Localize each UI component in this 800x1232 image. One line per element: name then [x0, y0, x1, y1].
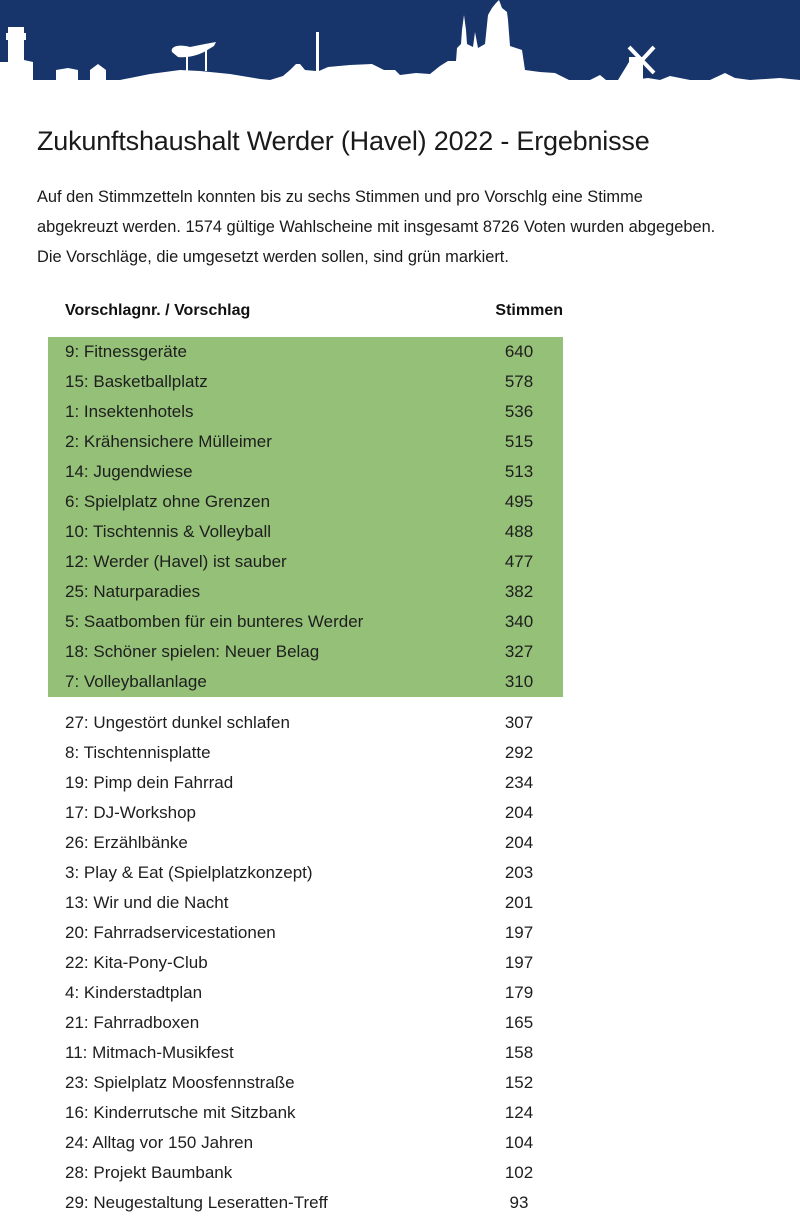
table-row [48, 708, 563, 738]
table-row [48, 798, 563, 828]
proposal-label: 28: Projekt Baumbank [65, 1163, 233, 1182]
vote-count: 234 [504, 773, 534, 792]
vote-count: 327 [504, 642, 534, 661]
table-row [48, 918, 563, 948]
vote-count: 197 [504, 953, 534, 972]
table-row-selected [48, 637, 563, 667]
selected-proposals-group [48, 337, 563, 697]
vote-count: 477 [504, 552, 534, 571]
table-row-selected [48, 607, 563, 637]
table-row [48, 978, 563, 1008]
vote-count: 204 [504, 803, 534, 822]
table-row [48, 1008, 563, 1038]
proposal-label: 9: Fitnessgeräte [65, 342, 187, 361]
proposal-label: 6: Spielplatz ohne Grenzen [65, 492, 271, 511]
table-row-selected [48, 397, 563, 427]
header-banner [0, 0, 800, 100]
table-row [48, 1038, 563, 1068]
proposal-label: 14: Jugendwiese [65, 462, 193, 481]
proposal-label: 5: Saatbomben für ein bunteres Werder [65, 612, 364, 631]
proposal-label: 26: Erzählbänke [65, 833, 188, 852]
table-row [48, 1158, 563, 1188]
table-row-selected [48, 667, 563, 697]
intro-text [37, 182, 800, 272]
results-table [48, 292, 563, 1218]
skyline-silhouette-icon [0, 0, 800, 100]
table-row [48, 828, 563, 858]
table-row-selected [48, 427, 563, 457]
vote-count: 102 [504, 1163, 534, 1182]
vote-count: 513 [504, 462, 534, 481]
table-row [48, 768, 563, 798]
vote-count: 515 [504, 432, 534, 451]
table-row [48, 1188, 563, 1218]
table-row-selected [48, 487, 563, 517]
proposal-label: 3: Play & Eat (Spielplatzkonzept) [65, 863, 313, 882]
proposal-label: 2: Krähensichere Mülleimer [65, 432, 272, 451]
table-row [48, 1068, 563, 1098]
table-row [48, 1128, 563, 1158]
proposal-label: 19: Pimp dein Fahrrad [65, 773, 234, 792]
vote-count: 495 [504, 492, 534, 511]
vote-count: 165 [504, 1013, 534, 1032]
table-row [48, 948, 563, 978]
proposal-label: 15: Basketballplatz [65, 372, 208, 391]
vote-count: 179 [504, 983, 534, 1002]
table-header [48, 292, 563, 330]
proposal-label: 10: Tischtennis & Volleyball [65, 522, 272, 541]
page-title: Zukunftshaushalt Werder (Havel) 2022 - Ergebnisse [37, 126, 650, 156]
proposal-label: 12: Werder (Havel) ist sauber [65, 552, 287, 571]
vote-count: 93 [509, 1193, 529, 1212]
column-header-votes: Stimmen [495, 302, 563, 319]
intro-line: Auf den Stimmzetteln konnten bis zu sechs Stimmen und pro Vorschlg eine Stimme [37, 188, 643, 206]
proposal-label: 24: Alltag vor 150 Jahren [65, 1133, 254, 1152]
other-proposals-group [48, 708, 563, 1218]
vote-count: 124 [504, 1103, 534, 1122]
vote-count: 536 [504, 402, 534, 421]
table-row [48, 1098, 563, 1128]
table-row-selected [48, 337, 563, 367]
table-row-selected [48, 457, 563, 487]
vote-count: 292 [504, 743, 534, 762]
table-row [48, 858, 563, 888]
proposal-label: 21: Fahrradboxen [65, 1013, 200, 1032]
column-header-proposal: Vorschlagnr. / Vorschlag [65, 302, 251, 319]
vote-count: 104 [504, 1133, 534, 1152]
vote-count: 340 [504, 612, 534, 631]
proposal-label: 1: Insektenhotels [65, 402, 194, 421]
intro-line: Die Vorschläge, die umgesetzt werden sollen, sind grün markiert. [37, 248, 509, 266]
proposal-label: 22: Kita-Pony-Club [65, 953, 208, 972]
intro-line: abgekreuzt werden. 1574 gültige Wahlscheine mit insgesamt 8726 Voten wurden abgegeben. [37, 218, 716, 236]
proposal-label: 29: Neugestaltung Leseratten-Treff [65, 1193, 328, 1212]
proposal-label: 16: Kinderrutsche mit Sitzbank [65, 1103, 296, 1122]
vote-count: 203 [504, 863, 534, 882]
vote-count: 152 [504, 1073, 534, 1092]
vote-count: 310 [504, 672, 534, 691]
proposal-label: 7: Volleyballanlage [65, 672, 207, 691]
vote-count: 201 [504, 893, 534, 912]
proposal-label: 20: Fahrradservicestationen [65, 923, 276, 942]
vote-count: 158 [504, 1043, 534, 1062]
table-row-selected [48, 517, 563, 547]
vote-count: 578 [504, 372, 534, 391]
table-row-selected [48, 367, 563, 397]
proposal-label: 4: Kinderstadtplan [65, 983, 203, 1002]
vote-count: 197 [504, 923, 534, 942]
proposal-label: 13: Wir und die Nacht [65, 893, 229, 912]
proposal-label: 8: Tischtennisplatte [65, 743, 211, 762]
vote-count: 307 [504, 713, 534, 732]
proposal-label: 18: Schöner spielen: Neuer Belag [65, 642, 320, 661]
table-row [48, 888, 563, 918]
table-row [48, 738, 563, 768]
vote-count: 382 [504, 582, 534, 601]
proposal-label: 11: Mitmach-Musikfest [65, 1043, 234, 1062]
proposal-label: 17: DJ-Workshop [65, 803, 197, 822]
table-row-selected [48, 577, 563, 607]
proposal-label: 27: Ungestört dunkel schlafen [65, 713, 290, 732]
vote-count: 640 [504, 342, 534, 361]
vote-count: 488 [504, 522, 534, 541]
proposal-label: 23: Spielplatz Moosfennstraße [65, 1073, 295, 1092]
table-row-selected [48, 547, 563, 577]
proposal-label: 25: Naturparadies [65, 582, 201, 601]
vote-count: 204 [504, 833, 534, 852]
